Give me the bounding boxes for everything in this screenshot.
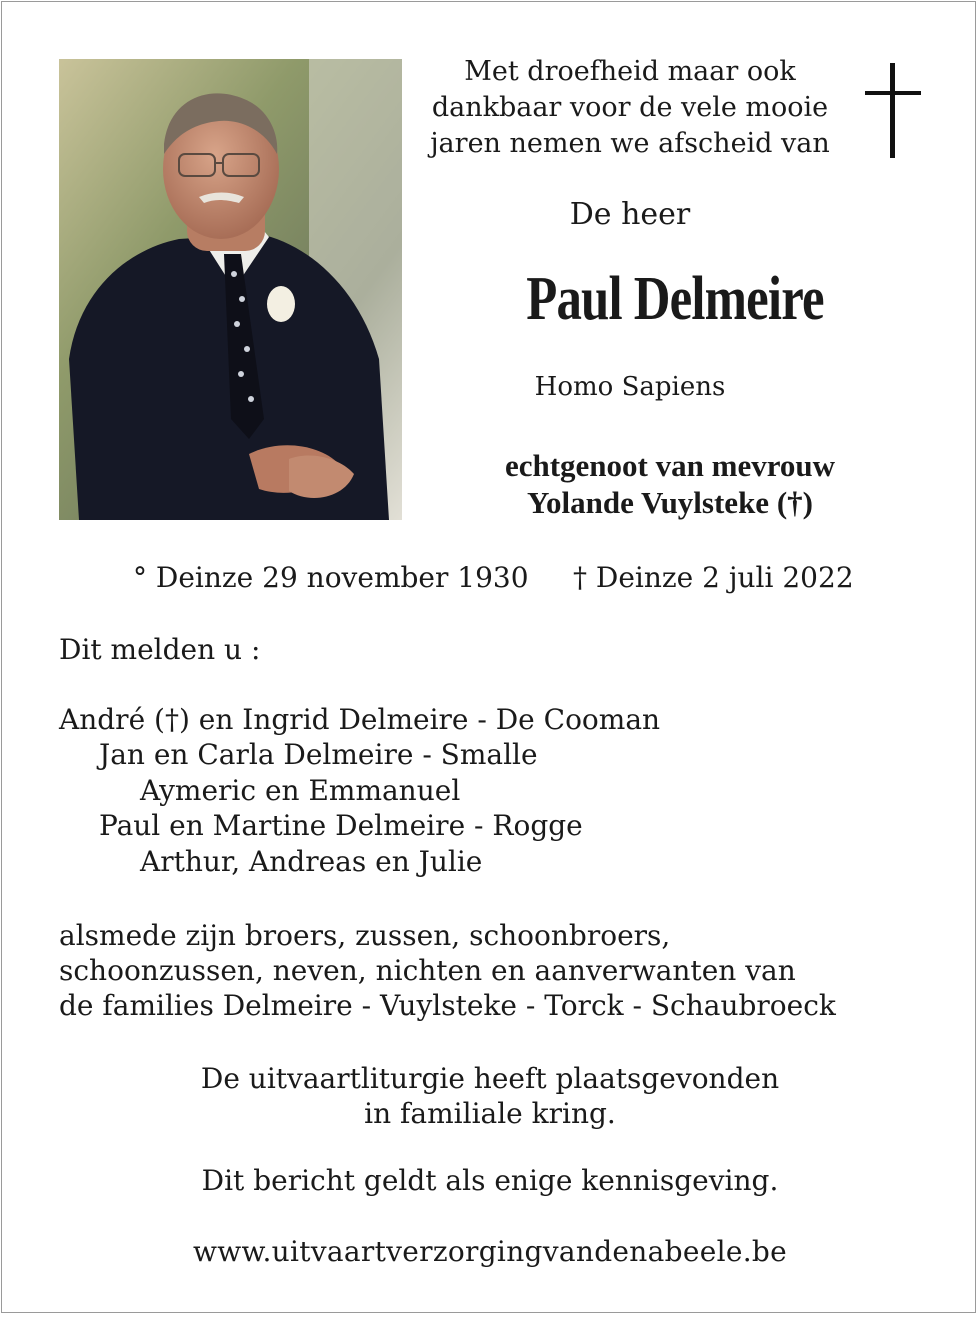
funeral-info <box>0 1061 980 1131</box>
spouse-info <box>420 447 920 521</box>
spouse-line: Yolande Vuylsteke (†) <box>527 485 813 520</box>
announcement-intro: Dit melden u : <box>59 633 261 666</box>
notice-text: Dit bericht geldt als enige kennisgeving. <box>201 1164 779 1197</box>
website-link[interactable]: www.uitvaartverzorgingvandenabeele.be <box>192 1235 787 1268</box>
death-info: † Deinze 2 juli 2022 <box>573 561 854 594</box>
extended-family-line: de families Delmeire - Vuylsteke - Torck - Schaubroeck <box>59 989 836 1022</box>
portrait-photo <box>59 59 402 520</box>
spouse-line: echtgenoot van mevrouw <box>504 448 836 483</box>
intro-text <box>420 54 840 162</box>
family-member: Jan en Carla Delmeire - Smalle <box>99 738 538 771</box>
extended-family-line: alsmede zijn broers, zussen, schoonbroers, <box>59 919 671 952</box>
cross-icon <box>865 63 921 158</box>
funeral-line: De uitvaartliturgie heeft plaatsgevonden <box>200 1062 780 1095</box>
deceased-name: Paul Delmeire <box>526 265 824 333</box>
family-member: Aymeric en Emmanuel <box>140 774 461 807</box>
birth-info: ° Deinze 29 november 1930 <box>133 561 529 594</box>
intro-line: Met droefheid maar ook <box>464 56 796 87</box>
extended-family-line: schoonzussen, neven, nichten en aanverwanten van <box>59 954 796 987</box>
funeral-line: in familiale kring. <box>364 1097 616 1130</box>
intro-line: dankbaar voor de vele mooie <box>431 92 829 123</box>
extended-family <box>59 918 836 1023</box>
subtitle: Homo Sapiens <box>534 372 726 402</box>
family-member: Paul en Martine Delmeire - Rogge <box>99 809 583 842</box>
family-member: André (†) en Ingrid Delmeire - De Cooman <box>59 703 661 736</box>
family-member: Arthur, Andreas en Julie <box>140 845 483 878</box>
intro-line: jaren nemen we afscheid van <box>430 128 830 159</box>
honorific: De heer <box>569 197 691 232</box>
